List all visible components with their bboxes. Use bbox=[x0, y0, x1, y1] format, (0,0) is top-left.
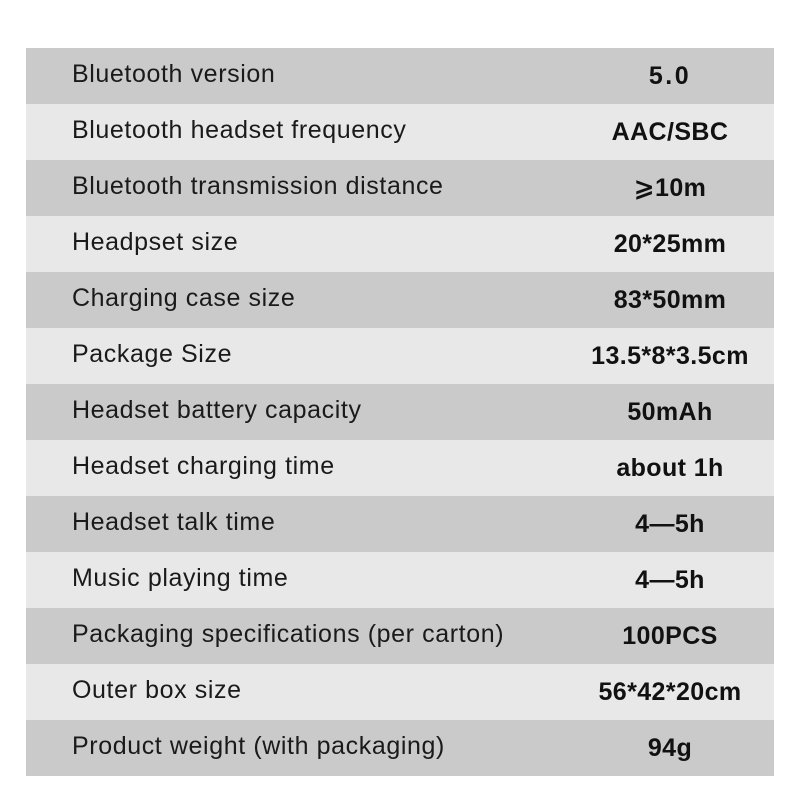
spec-value: 94g bbox=[647, 733, 693, 762]
spec-label: Bluetooth transmission distance bbox=[72, 172, 444, 200]
spec-value: 5.0 bbox=[648, 61, 692, 90]
spec-value: 13.5*8*3.5cm bbox=[591, 341, 749, 370]
spec-table bbox=[26, 48, 774, 776]
spec-row-charging-case-size bbox=[26, 272, 774, 328]
spec-label: Headset battery capacity bbox=[72, 396, 362, 424]
spec-row-product-weight bbox=[26, 720, 774, 776]
spec-value: 83*50mm bbox=[613, 285, 727, 314]
spec-label: Bluetooth headset frequency bbox=[72, 116, 407, 144]
spec-label: Headpset size bbox=[72, 228, 239, 256]
spec-row-package-size bbox=[26, 328, 774, 384]
spec-value: 20*25mm bbox=[613, 229, 727, 258]
spec-value: 56*42*20cm bbox=[598, 677, 742, 706]
spec-label: Bluetooth version bbox=[72, 60, 276, 88]
spec-label: Charging case size bbox=[72, 284, 296, 312]
spec-value: ⩾10m bbox=[633, 173, 707, 202]
spec-value: 4—5h bbox=[635, 509, 705, 538]
spec-label: Music playing time bbox=[72, 564, 289, 592]
spec-label: Packaging specifications (per carton) bbox=[72, 620, 505, 648]
spec-row-talk-time bbox=[26, 496, 774, 552]
spec-row-packaging-specifications bbox=[26, 608, 774, 664]
spec-row-transmission-distance bbox=[26, 160, 774, 216]
spec-row-headset-frequency bbox=[26, 104, 774, 160]
spec-row-charging-time bbox=[26, 440, 774, 496]
spec-label: Package Size bbox=[72, 340, 233, 368]
spec-value: about 1h bbox=[616, 453, 724, 482]
spec-row-bluetooth-version bbox=[26, 48, 774, 104]
spec-row-headset-size bbox=[26, 216, 774, 272]
spec-label: Product weight (with packaging) bbox=[72, 732, 445, 760]
spec-value: 100PCS bbox=[622, 621, 718, 650]
spec-row-battery-capacity bbox=[26, 384, 774, 440]
spec-value: AAC/SBC bbox=[611, 117, 729, 146]
spec-value: 4—5h bbox=[635, 565, 705, 594]
spec-label: Headset charging time bbox=[72, 452, 335, 480]
spec-label: Outer box size bbox=[72, 676, 242, 704]
spec-row-music-playing-time bbox=[26, 552, 774, 608]
spec-label: Headset talk time bbox=[72, 508, 276, 536]
spec-value: 50mAh bbox=[627, 397, 713, 426]
spec-row-outer-box-size bbox=[26, 664, 774, 720]
